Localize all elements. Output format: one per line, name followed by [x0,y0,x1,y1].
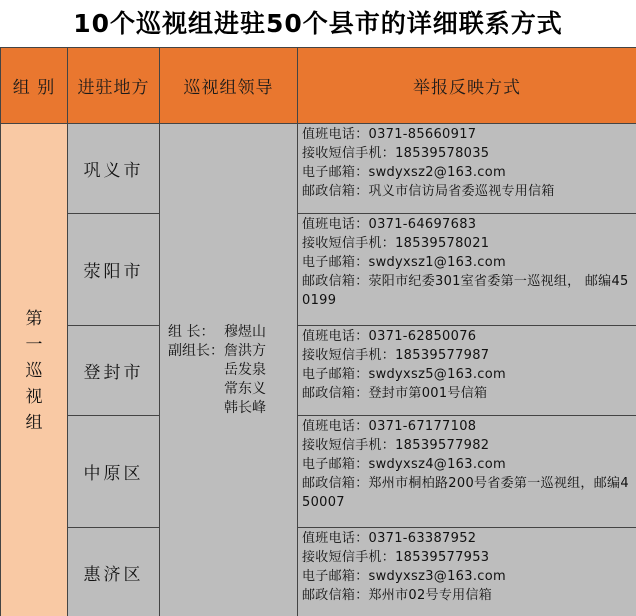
duty-phone: 值班电话：0371-85660917 [302,127,477,142]
table-row [1,528,636,616]
group-name: 第一巡视组 [25,308,43,433]
place-cell: 惠济区 [68,528,160,616]
email-address: 电子邮箱：swdyxsz3@163.com [302,569,506,584]
mail-box: 邮政信箱：荥阳市纪委301室省委第一巡视组， 邮编450199 [302,274,629,308]
table-row [1,326,636,416]
sms-phone: 接收短信手机：18539577982 [302,438,490,453]
leader-name: 詹洪方 [224,343,266,359]
place-cell: 登封市 [68,326,160,416]
email-address: 电子邮箱：swdyxsz5@163.com [302,367,506,382]
place-cell: 中原区 [68,416,160,528]
duty-phone: 值班电话：0371-67177108 [302,419,477,434]
duty-phone: 值班电话：0371-64697683 [302,217,477,232]
mail-box: 邮政信箱：郑州市桐柏路200号省委第一巡视组，邮编450007 [302,476,629,510]
contact-cell [298,528,636,616]
sms-phone: 接收短信手机：18539577987 [302,348,490,363]
header-leader: 巡视组领导 [160,48,298,124]
leader-role: 组 长： [168,324,215,340]
leader-entry [168,323,297,342]
leaders-cell [160,124,298,616]
leader-entry [168,361,297,380]
contact-cell [298,124,636,214]
leader-role: 副组长： [168,343,224,359]
mail-box: 邮政信箱：登封市第001号信箱 [302,386,488,401]
leader-role [168,380,224,399]
sms-phone: 接收短信手机：18539577953 [302,550,490,565]
header-location: 进驻地方 [68,48,160,124]
leader-entry [168,342,297,361]
email-address: 电子邮箱：swdyxsz1@163.com [302,255,506,270]
header-report: 举报反映方式 [298,48,636,124]
table-row [1,214,636,326]
contact-cell [298,214,636,326]
leader-entry [168,380,297,399]
place-cell: 巩义市 [68,124,160,214]
email-address: 电子邮箱：swdyxsz2@163.com [302,165,506,180]
leader-role [168,361,224,380]
sms-phone: 接收短信手机：18539578035 [302,146,490,161]
header-group: 组 别 [1,48,68,124]
leader-name: 岳发泉 [224,362,266,378]
mail-box: 邮政信箱：郑州市02号专用信箱 [302,588,493,603]
leader-name: 常东义 [224,381,266,397]
leader-name: 穆煜山 [224,324,266,340]
leader-entry [168,399,297,418]
page-title: 10个巡视组进驻50个县市的详细联系方式 [73,9,563,38]
duty-phone: 值班电话：0371-62850076 [302,329,477,344]
contact-table [0,47,636,616]
table-row [1,416,636,528]
place-cell: 荥阳市 [68,214,160,326]
group-cell [1,124,68,616]
mail-box: 邮政信箱：巩义市信访局省委巡视专用信箱 [302,184,555,199]
leader-role [168,399,224,418]
sms-phone: 接收短信手机：18539578021 [302,236,490,251]
contact-cell [298,326,636,416]
contact-cell [298,416,636,528]
table-header-row [1,48,636,124]
table-row [1,124,636,214]
leader-name: 韩长峰 [224,400,266,416]
duty-phone: 值班电话：0371-63387952 [302,531,477,546]
email-address: 电子邮箱：swdyxsz4@163.com [302,457,506,472]
